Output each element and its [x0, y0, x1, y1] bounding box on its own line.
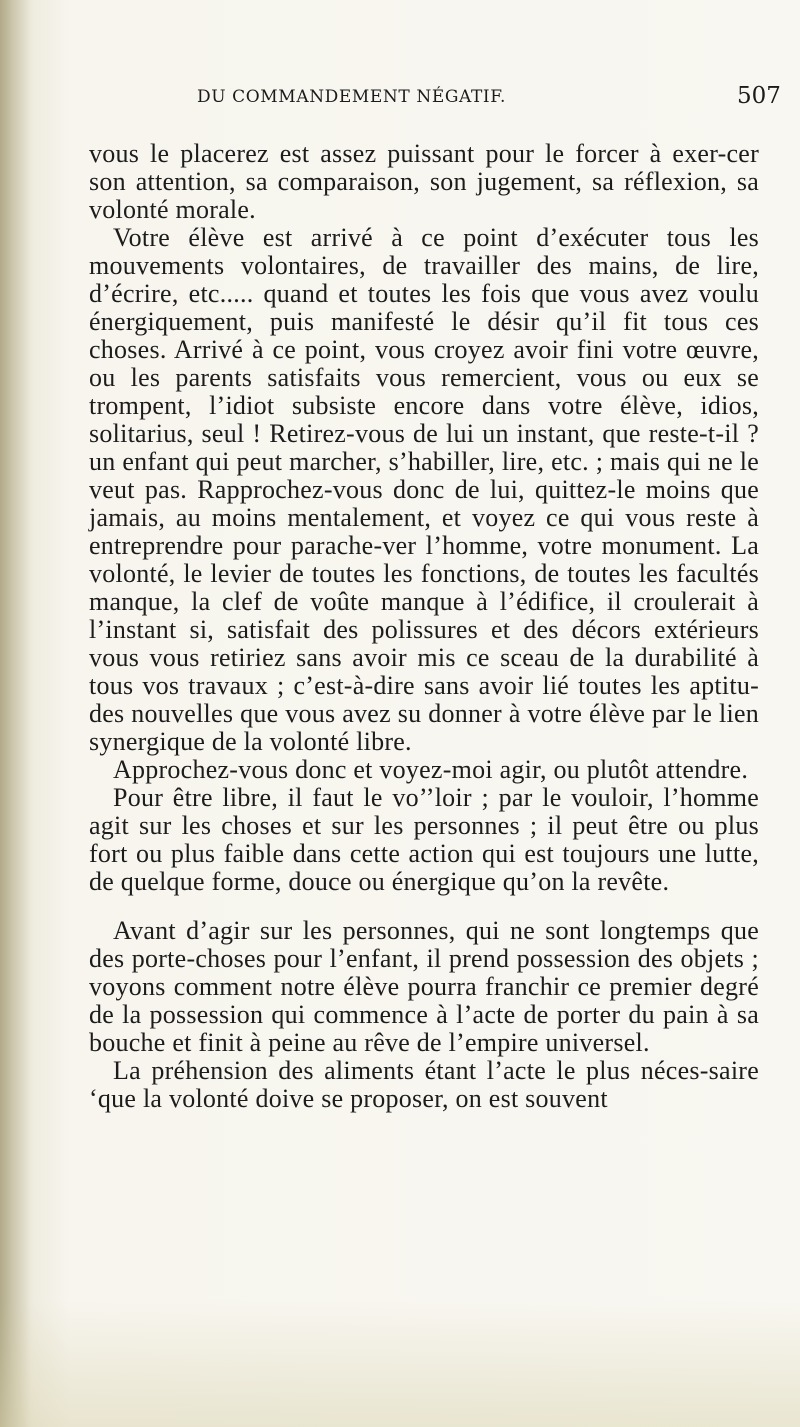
page-number: 507	[737, 83, 781, 109]
paragraph-2: Votre élève est arrivé à ce point d’exécuter tous les mouvements volontaires, de travailler des mains, de lire, d’écrire, etc..... quand et toutes les fois que vous avez voulu énergiquement, puis manifesté le désir qu’il fit tous ces choses. Arrivé à ce point, vous croyez avoir fini votre œuvre, ou les parents satisfaits vous remercient, vous ou eux se trompent, l’idiot subsiste encore dans votre élève, idios, solitarius, seul ! Retirez-vous de lui un instant, que reste-t-il ? un enfant qui peut marcher, s’habiller, lire, etc. ; mais qui ne le veut pas. Rapprochez-vous donc de lui, quittez-le moins que jamais, au moins mentalement, et voyez ce qui vous reste à entreprendre pour parache-ver l’homme, votre monument. La volonté, le levier de toutes les fonctions, de toutes les facultés manque, la clef de voûte manque à l’édifice, il croulerait à l’instant si, satisfait des polissures et des décors extérieurs vous vous retiriez sans avoir mis ce sceau de la durabilité à tous vos travaux ; c’est-à-dire sans avoir lié toutes les aptitu-des nouvelles que vous avez su donner à votre élève par le lien synergique de la volonté libre.	[89, 223, 759, 756]
page-stain	[0, 1300, 800, 1427]
body-text	[89, 140, 759, 1113]
paragraph-1: vous le placerez est assez puissant pour le forcer à exer-cer son attention, sa comparaison, son jugement, sa réflexion, sa volonté morale.	[89, 139, 759, 224]
running-title: DU COMMANDEMENT NÉGATIF.	[197, 87, 506, 107]
paragraph-5: Avant d’agir sur les personnes, qui ne sont longtemps que des porte-choses pour l’enfant, il prend possession des objets ; voyons comment notre élève pourra franchir ce premier degré de la possession qui commence à l’acte de porter du pain à sa bouche et finit à peine au rêve de l’empire universel.	[89, 916, 759, 1057]
paragraph-3: Approchez-vous donc et voyez-moi agir, ou plutôt attendre.	[113, 755, 749, 784]
running-head	[0, 83, 800, 117]
paragraph-4: Pour être libre, il faut le vo’’loir ; par le vouloir, l’homme agit sur les choses et sur les personnes ; il peut être ou plus fort ou plus faible dans cette action qui est toujours une lutte, de quelque forme, douce ou énergique qu’on la revête.	[89, 783, 759, 896]
page-edge-shadow	[0, 0, 30, 1427]
paragraph-6: La préhension des aliments étant l’acte le plus néces-saire ‘que la volonté doive se proposer, on est souvent	[89, 1056, 759, 1113]
